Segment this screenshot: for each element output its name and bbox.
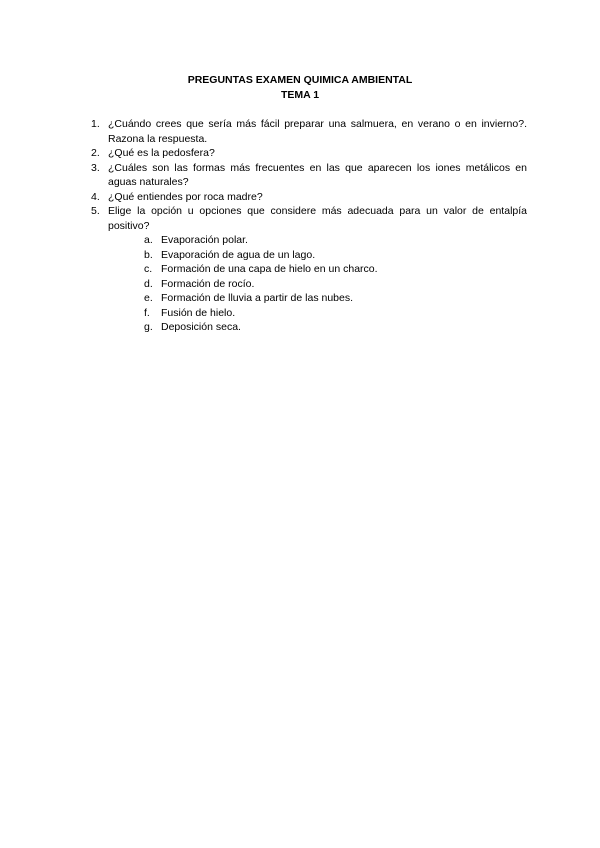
question-number: 4. [91,190,100,203]
question-item [91,204,527,335]
option-letter: c. [144,263,153,275]
option-item [108,262,527,277]
question-item [91,190,527,205]
option-text: Evaporación de agua de un lago. [161,248,316,261]
question-number: 1. [91,118,100,130]
option-list [108,233,527,335]
option-item [108,277,527,292]
option-text: Formación de lluvia a partir de las nubes. [161,292,354,304]
option-text: Formación de rocío. [161,277,255,290]
question-text: Elige la opción u opciones que considere más adecuada para un valor de entalpía positivo? [108,205,527,232]
question-number: 2. [91,147,100,159]
question-list [91,117,527,335]
question-item [91,117,527,146]
option-item [108,291,527,306]
option-item [108,248,527,263]
question-text: ¿Qué es la pedosfera? [108,147,215,159]
option-letter: b. [144,248,153,261]
option-letter: a. [144,234,153,246]
option-text: Deposición seca. [161,321,241,333]
option-letter: e. [144,292,153,304]
document-title: PREGUNTAS EXAMEN QUIMICA AMBIENTAL [187,74,413,86]
option-text: Formación de una capa de hielo en un charco. [161,263,378,275]
option-letter: d. [144,277,153,290]
option-item [108,233,527,248]
option-text: Fusión de hielo. [161,306,236,319]
option-letter: g. [144,321,153,333]
document-header [0,73,600,103]
question-number: 5. [91,205,100,217]
question-item [91,146,527,161]
question-item [91,161,527,190]
option-text: Evaporación polar. [161,234,248,246]
question-number: 3. [91,161,100,174]
question-text: ¿Cuáles son las formas más frecuentes en las que aparecen los iones metálicos en aguas naturales? [108,161,527,188]
question-text: ¿Qué entiendes por roca madre? [108,190,263,203]
option-letter: f. [144,306,150,319]
option-item [108,306,527,321]
option-item [108,320,527,335]
document-subtitle: TEMA 1 [280,89,320,101]
question-text: ¿Cuándo crees que sería más fácil preparar una salmuera, en verano o en invierno?. Razona la respuesta. [108,118,527,145]
